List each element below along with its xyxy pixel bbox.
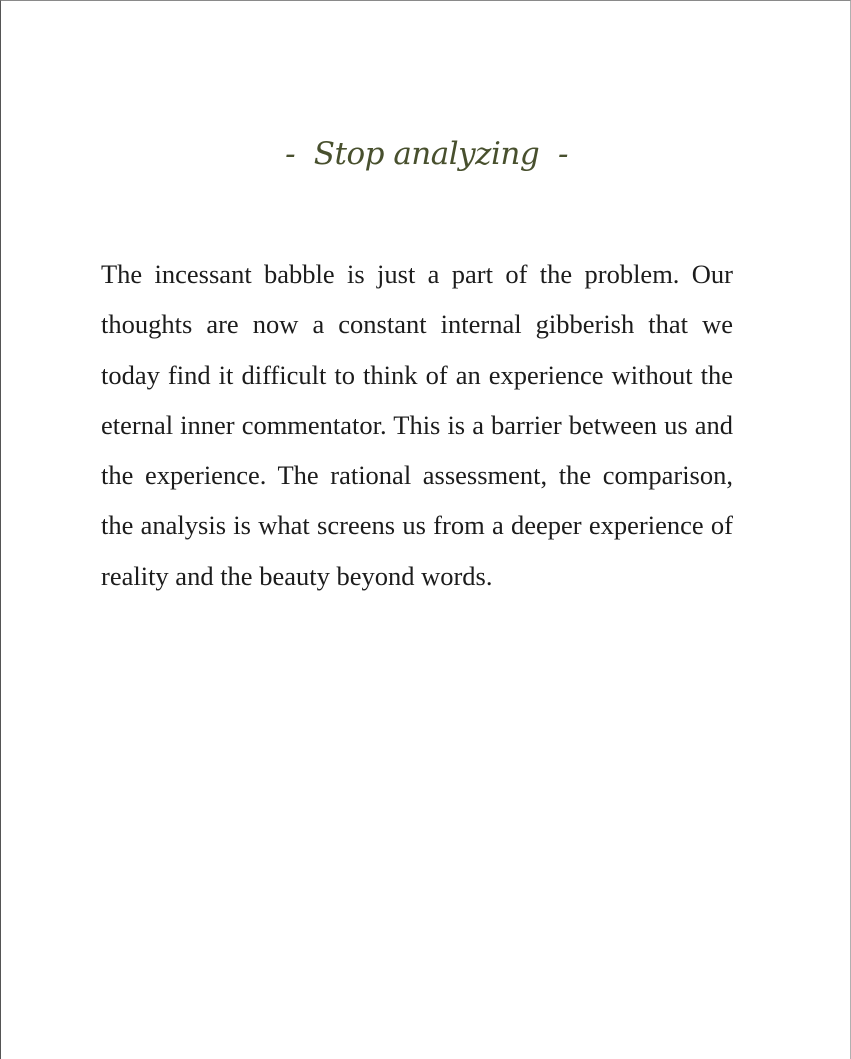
section-heading: - Stop analyzing - [285, 136, 568, 172]
body-paragraph: The incessant babble is just a part of the problem. Our thoughts are now a constant internal gibberish that we today find it difficult to think of an experience without the eternal inner commentator. This is a barrier between us and the experience. The rational assessment, the comparison, the analysis is what screens us from a deeper experience of reality and the beauty beyond words. [101, 259, 733, 591]
